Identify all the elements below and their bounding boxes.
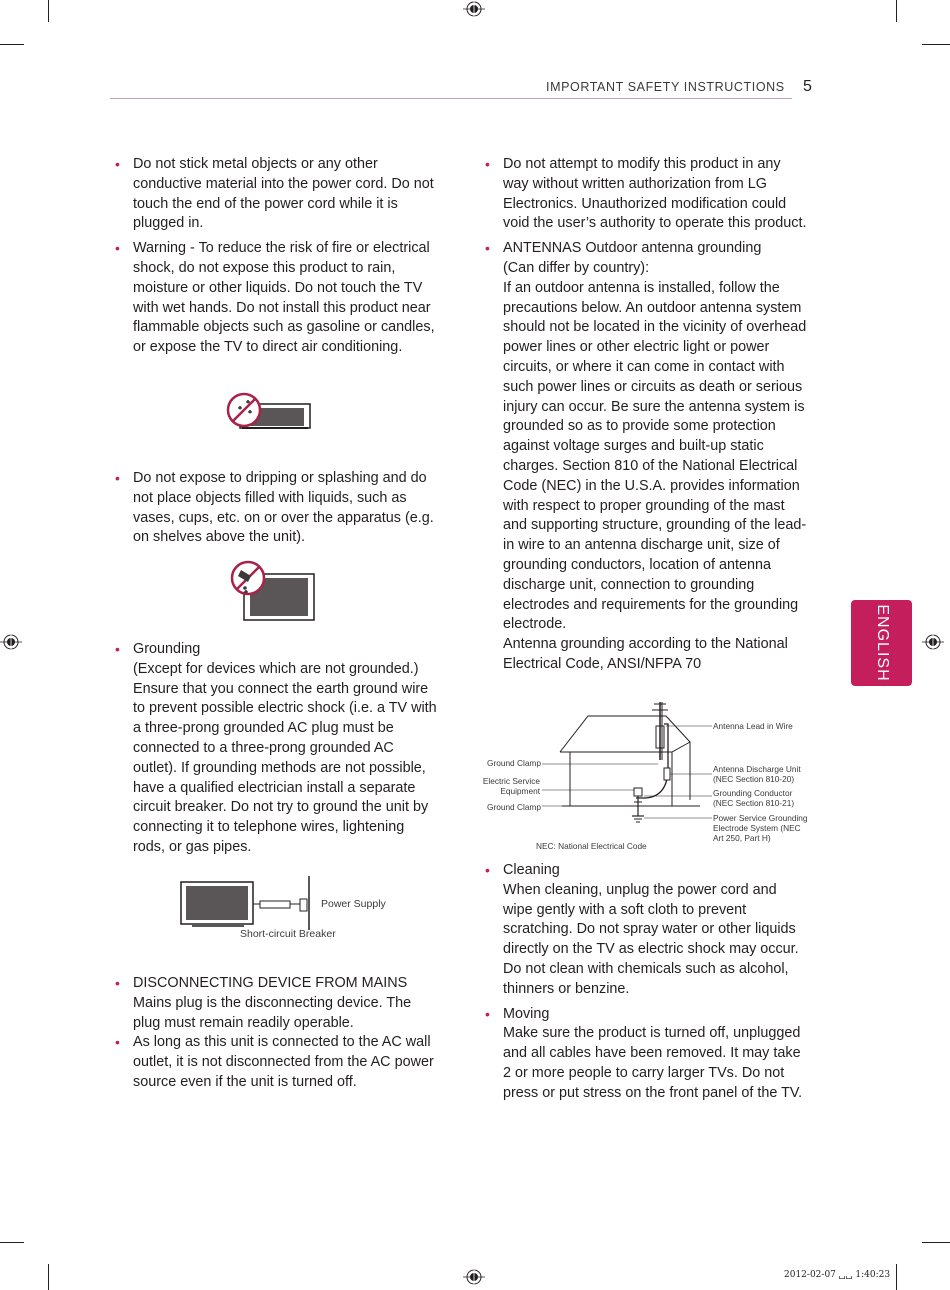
discharge-unit-label: Antenna Discharge Unit (NEC Section 810-20) [713,764,801,784]
bullet-icon: • [485,240,490,257]
item-heading: Grounding [133,641,201,657]
lead-in-label: Antenna Lead in Wire [713,721,793,731]
nec-note: NEC: National Electrical Code [536,841,647,851]
item-text: Do not expose to dripping or splashing and do not place objects filled with liquids, such as vases, cups, etc. on or over the apparatus (e.g. on shelves above the unit). [133,470,434,546]
print-timestamp: 2012-02-07 ␣␣ 1:40:23 [784,1270,891,1280]
item-subheading: (Can differ by country): [503,259,650,276]
item-text: If an outdoor antenna is installed, follow the precautions below. An outdoor antenna system should not be located in the vicinity of overhead power lines or other electric light or power circuits, or where it can come in contact with such power lines or circuits as death or serious injury can occur. Be sure the antenna system is grounded so as to provide some protection against voltage surges and built-up static charges. Section 810 of the National Electrical Code (NEC) in the U.S.A. provides information with respect to proper grounding of the mast and supporting structure, grounding of the lead-in wire to an antenna discharge unit, size of grounding conductors, location of antenna discharge unit, connection to grounding electrodes and requirements for the grounding electrode. [503,279,807,633]
list-item [480,861,810,1000]
bullet-icon: • [115,641,120,657]
bullet-icon: • [485,1005,490,1022]
electric-service-label: Electric Service Equipment [482,776,540,796]
page-number: 5 [803,78,812,95]
item-text: As long as this unit is connected to the AC wall outlet, it is not disconnected from the AC power source even if the unit is turned off. [133,1034,434,1090]
list-item [110,155,440,234]
bullet-icon: • [485,156,490,172]
list-item [480,239,810,675]
list-item [110,469,440,548]
grounding-conductor-label: Grounding Conductor (NEC Section 810-21) [713,788,795,808]
left-column-2 [110,469,440,548]
crop-mark [0,1242,24,1243]
left-column-4 [110,974,440,1093]
header-divider [110,98,792,99]
item-text [133,239,440,358]
right-column [480,155,810,675]
registration-mark [463,0,485,20]
item-text: When cleaning, unplug the power cord and wipe gently with a soft cloth to prevent scratching. Do not spray water or other liquids directly on the TV as electric shock may occur. Do not clean with chemicals such as alcohol, thinners or benzine. [503,881,799,997]
section-title: IMPORTANT SAFETY INSTRUCTIONS [546,80,785,94]
language-tab-label: ENGLISH [873,604,891,682]
item-text: Do not attempt to modify this product in any way without written authorization from LG Electronics. Unauthorized modification could void the user’s authority to operate this product. [503,156,807,232]
list-item [480,1005,810,1104]
bullet-icon: • [115,1034,120,1051]
left-column [110,155,440,358]
bullet-icon: • [115,240,120,257]
circuit-breaker-diagram [178,874,318,932]
breaker-label: Short-circuit Breaker [240,928,336,940]
crop-mark [48,0,49,22]
registration-mark [463,1266,485,1288]
list-item [480,155,810,234]
right-column-2 [480,861,810,1104]
bullet-icon: • [485,862,490,878]
crop-mark [896,0,897,22]
crop-mark [0,44,24,45]
bullet-icon: • [115,470,120,486]
no-liquids-icon [228,558,318,624]
registration-mark [0,631,22,653]
no-wet-hands-icon [226,390,316,430]
item-text: Do not stick metal objects or any other conductive material into the power cord. Do not touch the end of the power cord while it is plugged in. [133,156,434,232]
antenna-grounding-diagram [540,698,715,826]
power-service-label: Power Service Grounding Electrode System (NEC Art 250, Part H) [713,813,808,843]
item-body: - To reduce the risk of fire or electrical shock, do not expose this product to rain, moisture or other liquids. Do not touch the TV with wet hands. Do not install this product near flammable objects such as gasoline or candles, or expose the TV to direct air conditioning. [133,240,435,356]
list-item [110,974,440,1033]
item-text: Make sure the product is turned off, unplugged and all cables have been removed. It may take 2 or more people to carry larger TVs. Do not press or put stress on the front panel of the TV. [503,1025,803,1101]
crop-mark [922,44,950,45]
bullet-icon: • [115,975,120,991]
item-heading: Warning [133,240,187,257]
item-text: (Except for devices which are not grounded.) Ensure that you connect the earth ground wire to prevent possible electric shock (i.e. a TV with a three-prong grounded AC plug must be connected to a three-prong grounded AC outlet). If grounding methods are not possible, have a qualified electrician install a separate circuit breaker. Do not try to ground the unit by connecting it to telephone wires, lightening rods, or gas pipes. [133,660,437,855]
item-heading: ANTENNAS Outdoor antenna grounding [503,240,762,257]
registration-mark [922,631,944,653]
item-emphasis: Antenna grounding according to the National Electrical Code, ANSI/NFPA 70 [503,636,788,672]
ground-clamp-label: Ground Clamp [487,802,541,812]
crop-mark [48,1264,49,1290]
list-item [110,640,440,858]
item-heading: Moving [503,1005,550,1022]
list-item [110,1033,440,1092]
item-heading: DISCONNECTING DEVICE FROM MAINS [133,975,408,991]
item-heading: Cleaning [503,862,560,878]
item-text: Mains plug is the disconnecting device. The plug must remain readily operable. [133,994,412,1031]
ground-clamp-label: Ground Clamp [487,758,541,768]
language-tab [851,600,912,686]
crop-mark [896,1264,897,1290]
left-column-3 [110,640,440,858]
power-supply-label: Power Supply [321,898,386,910]
crop-mark [922,1242,950,1243]
bullet-icon: • [115,156,120,172]
list-item [110,239,440,358]
